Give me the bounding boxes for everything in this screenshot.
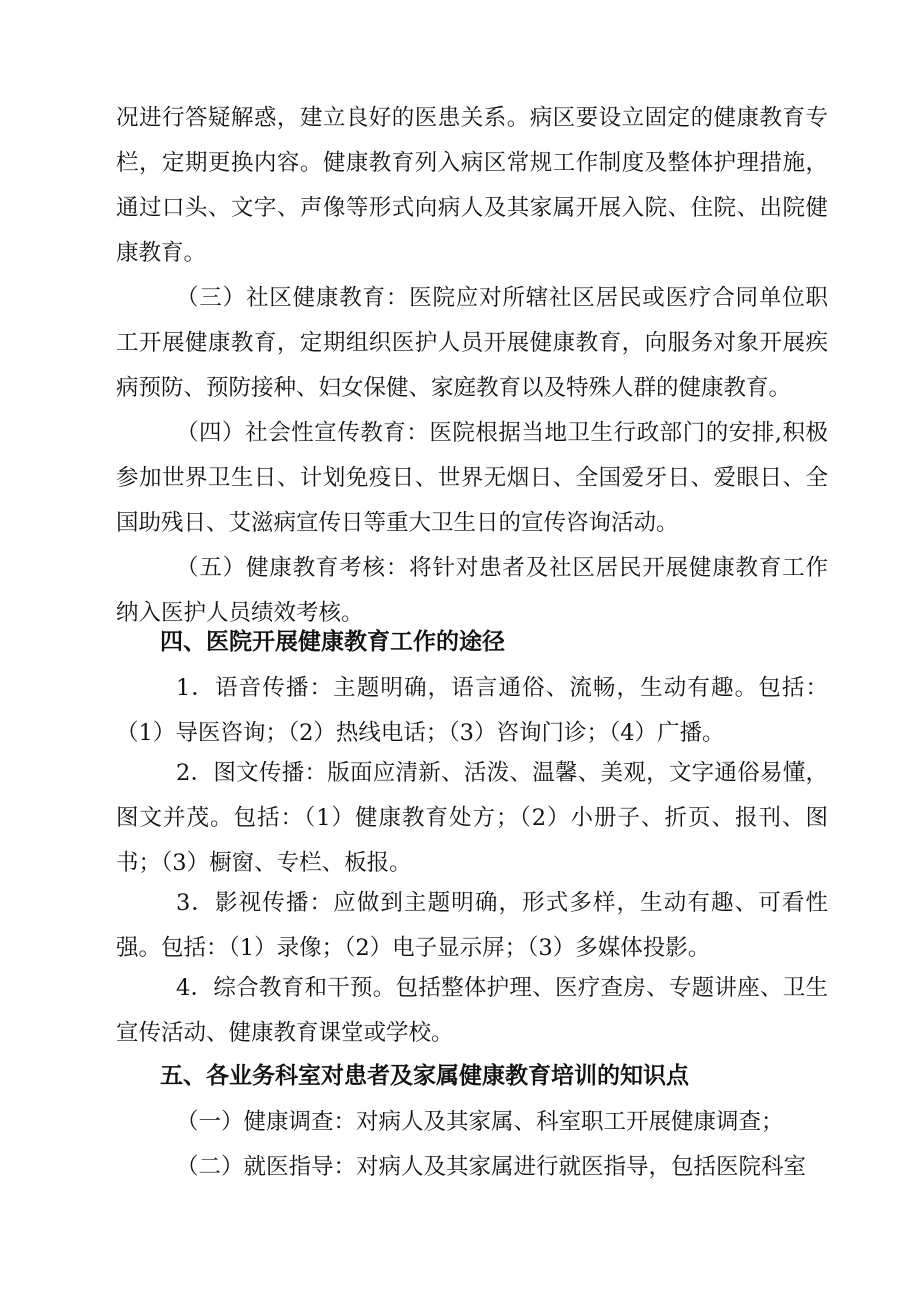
paragraph-graphic-communication: 2．图文传播：版面应清新、活泼、温馨、美观，文字通俗易懂，图文并茂。包括：（1）健康教育处方；（2）小册子、折页、报刊、图书；（3）橱窗、专栏、板报。 [116,760,828,876]
paragraph-social-publicity-education: （四）社会性宣传教育：医院根据当地卫生行政部门的安排,积极参加世界卫生日、计划免疫日、世界无烟日、全国爱牙日、爱眼日、全国助残日、艾滋病宣传日等重大卫生日的宣传咨询活动。 [116,420,828,536]
section-heading-four: 四、医院开展健康教育工作的途径 [160,629,505,655]
paragraph-video-communication: 3．影视传播：应做到主题明确，形式多样，生动有趣、可看性强。包括：（1）录像；（2）电子显示屏；（3）多媒体投影。 [116,890,828,961]
paragraph-health-education-assessment: （五）健康教育考核：将针对患者及社区居民开展健康教育工作纳入医护人员绩效考核。 [116,555,828,626]
paragraph-voice-communication: 1．语音传播：主题明确，语言通俗、流畅，生动有趣。包括：（1）导医咨询；（2）热线电话；（3）咨询门诊；（4）广播。 [116,675,828,746]
paragraph-ward-education-continued: 况进行答疑解惑，建立良好的医患关系。病区要设立固定的健康教育专栏，定期更换内容。健康教育列入病区常规工作制度及整体护理措施，通过口头、文字、声像等形式向病人及其家属开展入院、住院、出院健康教育。 [116,105,828,266]
section-heading-five: 五、各业务科室对患者及家属健康教育培训的知识点 [160,1063,689,1089]
paragraph-health-survey: （一）健康调查：对病人及其家属、科室职工开展健康调查； [176,1109,784,1135]
paragraph-medical-guidance: （二）就医指导：对病人及其家属进行就医指导，包括医院科室 [176,1154,807,1180]
paragraph-community-health-education: （三）社区健康教育：医院应对所辖社区居民或医疗合同单位职工开展健康教育，定期组织医护人员开展健康教育，向服务对象开展疾病预防、预防接种、妇女保健、家庭教育以及特殊人群的健康教育。 [116,285,828,401]
paragraph-comprehensive-education: 4．综合教育和干预。包括整体护理、医疗查房、专题讲座、卫生宣传活动、健康教育课堂或学校。 [116,975,828,1046]
